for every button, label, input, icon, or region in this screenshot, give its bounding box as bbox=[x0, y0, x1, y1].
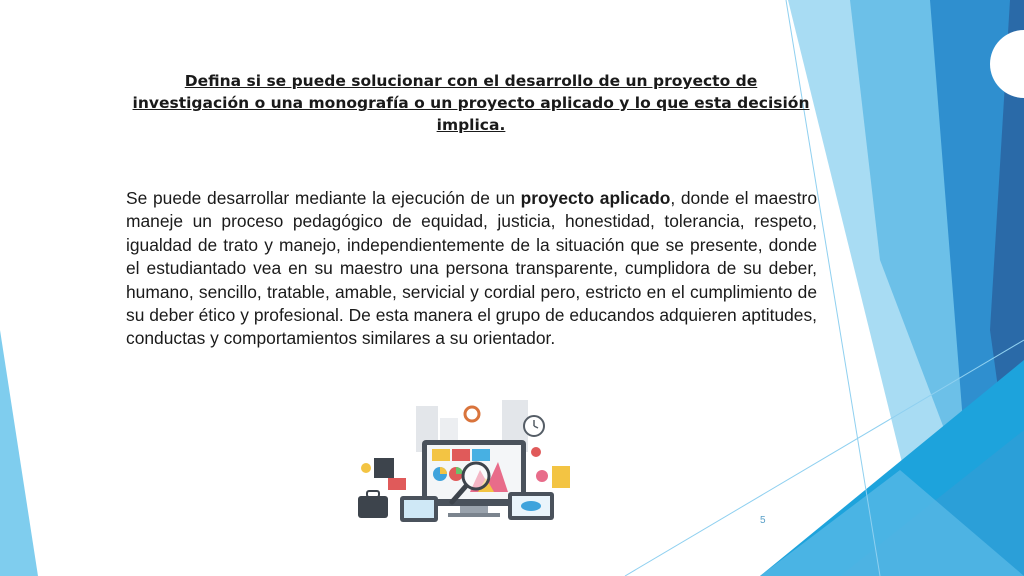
lightbulb-icon bbox=[361, 463, 371, 473]
gear-icon bbox=[465, 407, 479, 421]
body-text-part-2: , donde el maestro maneje un proceso pedagógico de equidad, justicia, honestidad, tolerancia, respeto, igualdad de trato y manejo, independientemente de la situación que se presente, donde el estudiantado vea en su maestro una persona transparente, cumplidora de su deber, humano, sencillo, tratable, amable, servicial y cordial pero, estricto en el cumplimiento de su deber ético y profesional. De esta manera el grupo de educandos adquieren aptitudes, conductas y comportamientos similares a su orientador. bbox=[126, 188, 817, 349]
chart-block bbox=[452, 449, 470, 461]
body-text-part-1: Se puede desarrollar mediante la ejecución de un bbox=[126, 188, 521, 208]
left-accent-shape bbox=[0, 330, 38, 576]
body-text-bold: proyecto aplicado bbox=[520, 188, 671, 208]
user-icon bbox=[536, 470, 548, 482]
chart-block bbox=[472, 449, 490, 461]
target-icon bbox=[531, 447, 541, 457]
slide-body-text bbox=[126, 187, 817, 351]
chart-block bbox=[432, 449, 450, 461]
briefcase-icon bbox=[358, 496, 388, 518]
data-analytics-illustration bbox=[352, 392, 584, 532]
cloud-icon bbox=[521, 501, 541, 511]
slide-number: 5 bbox=[760, 515, 766, 526]
slide-title: Defina si se puede solucionar con el desarrollo de un proyecto de investigación o una monografía o un proyecto aplicado y lo que esta decisión implica. bbox=[132, 72, 810, 134]
